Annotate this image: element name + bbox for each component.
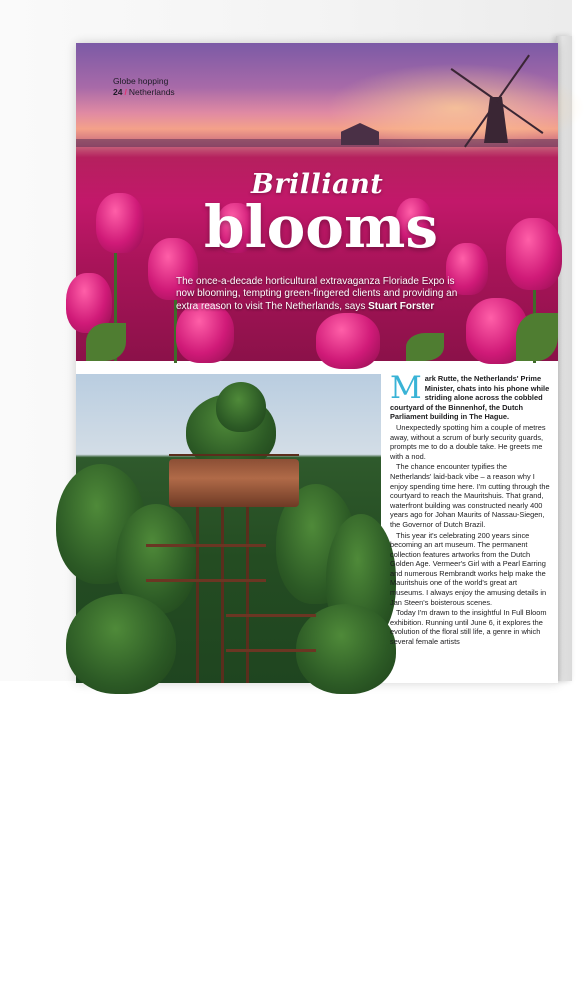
tulip-leaf (406, 333, 444, 361)
tulip-leaf (86, 323, 126, 361)
tree-on-tower (216, 382, 266, 432)
section-name: Globe hopping (113, 76, 169, 86)
hero-photo-tulip-field (76, 43, 558, 361)
tower-column (221, 507, 224, 683)
tower-stair (146, 579, 266, 582)
tower-platform (169, 459, 299, 507)
article-body (390, 370, 550, 648)
article-paragraph: Today I'm drawn to the insightful In Full Bloom exhibition. Running until June 6, it explores the evolution of the floral still life, a genre in which several female artists (390, 608, 547, 647)
tulip-flower (96, 193, 144, 253)
standfirst-text: The once-a-decade horticultural extravaganza Floriade Expo is now blooming, tempting green-fingered clients and providing an extra reason to visit The Netherlands, says (176, 276, 458, 312)
author-name: Stuart Forster (368, 300, 435, 312)
photo-caption: THE FOREST TOWER, PUTTEN (326, 991, 379, 1001)
magazine-page (76, 43, 558, 1001)
tulip-flower (316, 313, 380, 369)
page-number: 24 (113, 87, 123, 97)
forest-tower-photo (76, 374, 381, 1001)
tower-stair (226, 649, 316, 652)
headline-line-2: blooms (204, 193, 438, 261)
article-paragraph: Unexpectedly spotting him a couple of metres away, without a scrum of burly security guards, prompts me to do a double take. He greets me with a nod. (390, 422, 546, 461)
tower-column (196, 507, 199, 683)
article-paragraph: The chance encounter typifies the Netherlands' laid-back vibe – a reason why I enjoy spending time here. I'm cutting through the courtyard to reach the Mauritshuis. That grand, waterfront building was constructed nearly 400 years ago for Johan Maurits of Nassau-Siegen, the Governor of Dutch Brazil. (390, 462, 550, 529)
folio-separator: / (124, 87, 127, 97)
page-folio (113, 87, 175, 98)
article-lead-paragraph (390, 370, 550, 422)
article-paragraph: This year it's celebrating 200 years since becoming an art museum. The permanent collection features artworks from the Dutch Golden Age. Vermeer's Girl with a Pearl Earring and numerous Rembrandt works help make the Mauritshuis one of the world's great art museums. I always enjoy the amusing details in Jan Steen's boisterous scenes. (390, 530, 547, 607)
drop-cap: M (390, 370, 422, 406)
tower-column (246, 507, 249, 683)
tulip-leaf (516, 313, 558, 361)
tulip-flower (506, 218, 562, 290)
article-lead: ark Rutte, the Netherlands' Prime Minister, chats into his phone while striding alone across the cobbled courtyard of the Binnenhof, the Dutch Parliament building in The Hague. (390, 374, 550, 422)
country-name: Netherlands (128, 87, 175, 97)
headline-line-1: Brilliant (251, 169, 384, 200)
tower-stair (226, 614, 316, 617)
tower-stair (146, 544, 266, 547)
section-kicker (113, 76, 175, 98)
tree (66, 594, 176, 694)
standfirst (176, 276, 466, 313)
